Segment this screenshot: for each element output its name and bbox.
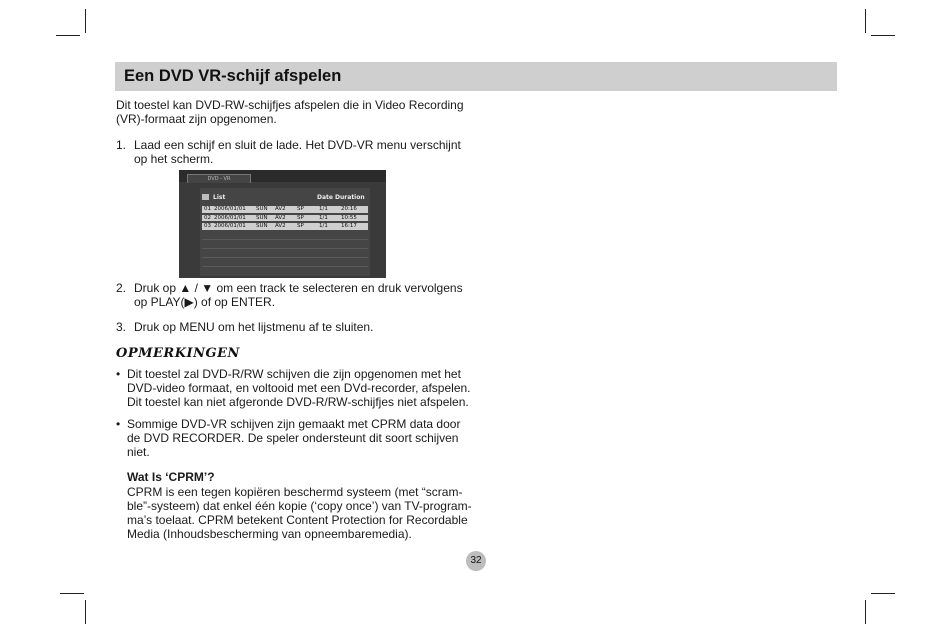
cprm-text: Media (Inhoudsbescherming van opneembaremedia). xyxy=(127,527,412,541)
bullet-dot: • xyxy=(116,367,121,381)
page-title: Een DVD VR-schijf afspelen xyxy=(124,67,342,85)
row-duration: 10:55 xyxy=(341,214,357,221)
step-text: Druk op MENU om het lijstmenu af te sluiten. xyxy=(134,320,374,334)
list-icon xyxy=(202,194,209,200)
crop-mark xyxy=(865,600,866,624)
note-text: Dit toestel kan niet afgeronde DVD-R/RW-schijfjes niet afspelen. xyxy=(127,395,469,409)
cprm-text: ble”-systeem) dat enkel één kopie (‘copy once’) van TV-program- xyxy=(127,499,472,513)
row-no: 02 xyxy=(204,214,211,221)
row-day: SUN xyxy=(256,214,268,221)
row-duration: 16:17 xyxy=(341,223,357,229)
row-no: 01 xyxy=(204,206,211,212)
notes-heading: OPMERKINGEN xyxy=(116,346,240,361)
section-header-bar xyxy=(115,62,837,91)
row-count: 1/1 xyxy=(319,214,328,221)
row-date: 2006/01/01 xyxy=(214,214,246,221)
step-text: Laad een schijf en sluit de lade. Het DVD-VR menu verschijnt xyxy=(134,138,461,152)
note-text: niet. xyxy=(127,445,150,459)
screen-tab: DVD - VR xyxy=(187,174,251,183)
crop-mark xyxy=(871,593,895,594)
step-text: op PLAY(▶) of op ENTER. xyxy=(134,295,276,309)
step-text: op het scherm. xyxy=(134,152,214,166)
note-text: DVD-video formaat, en voltooid met een DVd-recorder, afspelen. xyxy=(127,381,471,395)
row-channel: AV2 xyxy=(275,223,286,229)
list-row[interactable] xyxy=(202,215,368,222)
row-date: 2006/01/01 xyxy=(214,206,246,212)
crop-mark xyxy=(871,35,895,36)
row-count: 1/1 xyxy=(319,206,328,212)
row-duration: 20:16 xyxy=(341,206,357,212)
intro-line: Dit toestel kan DVD-RW-schijfjes afspelen die in Video Recording xyxy=(116,98,464,112)
list-row[interactable] xyxy=(202,206,368,213)
columns-label: Date Duration xyxy=(317,194,365,201)
screen-list-panel xyxy=(200,188,370,276)
crop-mark xyxy=(865,9,866,33)
step-text: Druk op ▲ / ▼ om een track te selecteren en druk vervolgens xyxy=(134,281,463,295)
bullet-dot: • xyxy=(116,417,121,431)
row-no: 03 xyxy=(204,223,211,229)
cprm-text: CPRM is een tegen kopiëren beschermd systeem (met “scram- xyxy=(127,485,463,499)
list-label: List xyxy=(213,194,226,201)
empty-row-divider xyxy=(202,239,368,240)
crop-mark xyxy=(85,600,86,624)
crop-mark xyxy=(60,593,84,594)
dvd-vr-menu-screenshot xyxy=(179,170,386,278)
note-text: Dit toestel zal DVD-R/RW schijven die zijn opgenomen met het xyxy=(127,367,461,381)
empty-row-divider xyxy=(202,248,368,249)
row-mode: SP xyxy=(297,206,304,212)
empty-row-divider xyxy=(202,266,368,267)
row-date: 2006/01/01 xyxy=(214,223,246,229)
crop-mark xyxy=(85,9,86,33)
step-number: 1. xyxy=(116,138,127,152)
list-row[interactable] xyxy=(202,223,368,230)
empty-row-divider xyxy=(202,257,368,258)
intro-line: (VR)-formaat zijn opgenomen. xyxy=(116,112,277,126)
row-channel: AV2 xyxy=(275,206,286,212)
row-mode: SP xyxy=(297,223,304,229)
cprm-title: Wat Is ‘CPRM’? xyxy=(127,470,215,484)
step-number: 2. xyxy=(116,281,127,295)
row-channel: AV2 xyxy=(275,214,286,221)
row-count: 1/1 xyxy=(319,223,328,229)
step-number: 3. xyxy=(116,320,127,334)
note-text: de DVD RECORDER. De speler ondersteunt dit soort schijven xyxy=(127,431,459,445)
crop-mark xyxy=(56,35,80,36)
note-text: Sommige DVD-VR schijven zijn gemaakt met CPRM data door xyxy=(127,417,461,431)
row-day: SUN xyxy=(256,223,268,229)
cprm-text: ma’s toelaat. CPRM betekent Content Protection for Recordable xyxy=(127,513,468,527)
row-mode: SP xyxy=(297,214,304,221)
row-day: SUN xyxy=(256,206,268,212)
page-number: 32 xyxy=(466,551,486,571)
